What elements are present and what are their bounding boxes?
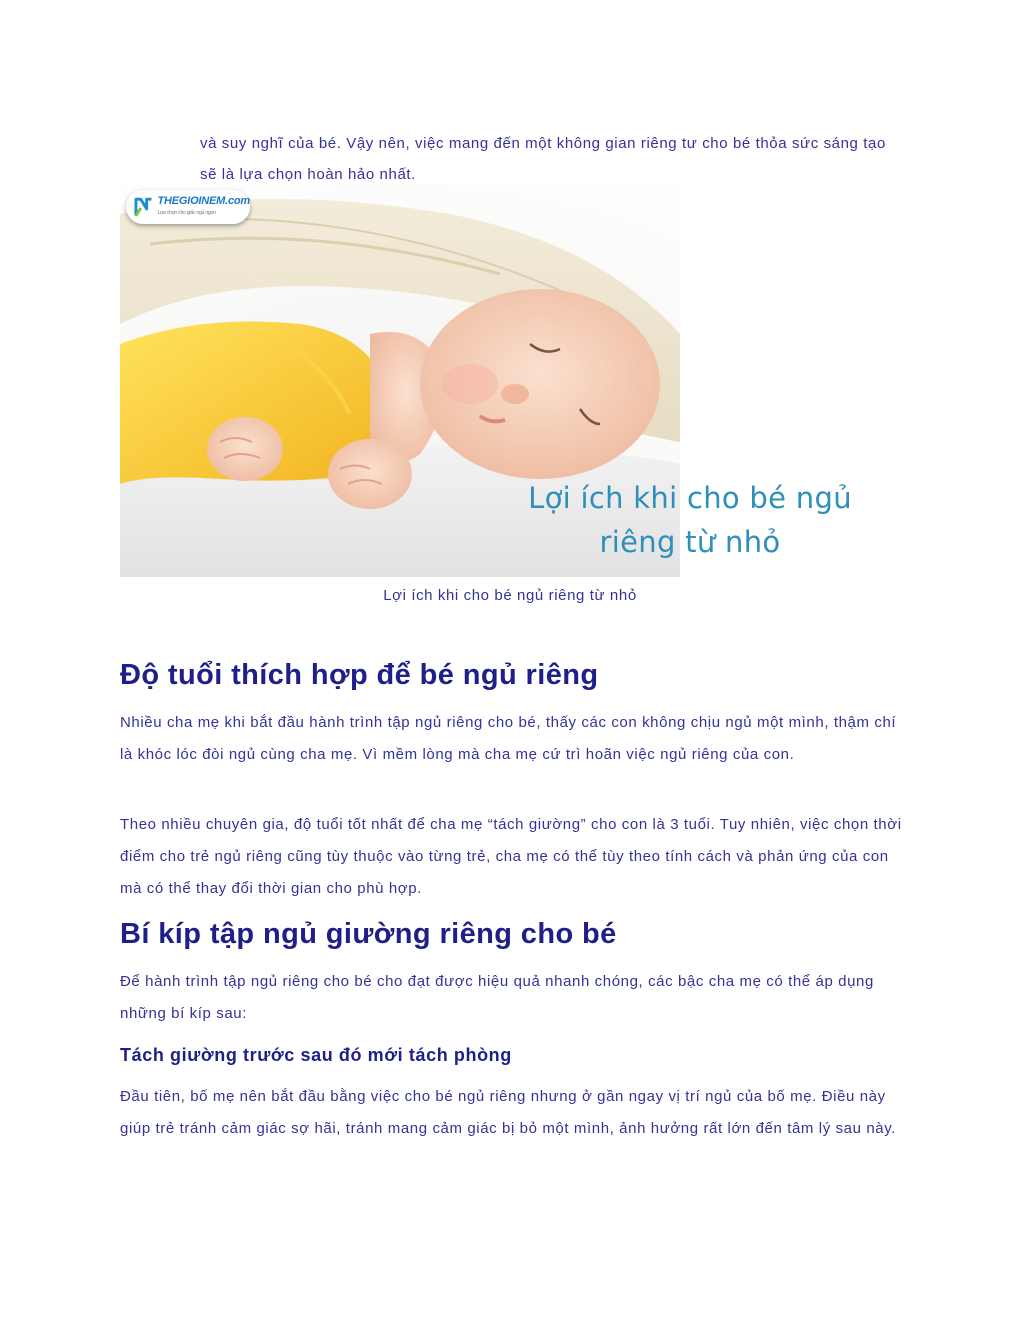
section-heading-tips: Bí kíp tập ngủ giường riêng cho bé	[120, 918, 617, 950]
figure-caption: Lợi ích khi cho bé ngủ riêng từ nhỏ	[383, 587, 637, 604]
figure-overlay-title	[500, 476, 880, 564]
brand-logo-text: THEGIOINEM.com Lựa chọn cho giấc ngủ ngon	[157, 195, 250, 216]
paragraph-age-2: Theo nhiều chuyên gia, độ tuổi tốt nhất để cha mẹ “tách giường” cho con là 3 tuổi. Tuy nhiên, việc chọn thời điểm cho trẻ ngủ riêng cũng tùy thuộc vào từng trẻ, cha mẹ có thể tùy theo tính cách và phản ứng của con mà có thể thay đổi thời gian cho phù hợp.	[120, 816, 902, 897]
paragraph-tips-1: Để hành trình tập ngủ riêng cho bé cho đạt được hiệu quả nhanh chóng, các bậc cha mẹ có thể áp dụng những bí kíp sau:	[120, 973, 874, 1022]
overlay-line-2: riêng từ nhỏ	[599, 525, 781, 559]
overlay-line-1: Lợi ích khi cho bé ngủ	[528, 481, 852, 515]
brand-logo	[126, 190, 250, 224]
paragraph-age-1: Nhiều cha mẹ khi bắt đầu hành trình tập ngủ riêng cho bé, thấy các con không chịu ngủ một mình, thậm chí là khóc lóc đòi ngủ cùng cha mẹ. Vì mềm lòng mà cha mẹ cứ trì hoãn việc ngủ riêng của con.	[120, 714, 897, 763]
paragraph-tips-2: Đầu tiên, bố mẹ nên bắt đầu bằng việc cho bé ngủ riêng nhưng ở gần ngay vị trí ngủ của bố mẹ. Điều này giúp trẻ tránh cảm giác sợ hãi, tránh mang cảm giác bị bỏ một mình, ảnh hưởng rất lớn đến tâm lý sau này.	[120, 1088, 896, 1137]
intro-paragraph: và suy nghĩ của bé. Vậy nên, việc mang đến một không gian riêng tư cho bé thỏa sức sáng tạo sẽ là lựa chọn hoàn hảo nhất.	[200, 135, 886, 183]
subheading-separate-bed: Tách giường trước sau đó mới tách phòng	[120, 1045, 512, 1065]
brand-logo-icon	[134, 196, 153, 218]
article-figure	[120, 184, 900, 577]
section-heading-age: Độ tuổi thích hợp để bé ngủ riêng	[120, 659, 599, 691]
